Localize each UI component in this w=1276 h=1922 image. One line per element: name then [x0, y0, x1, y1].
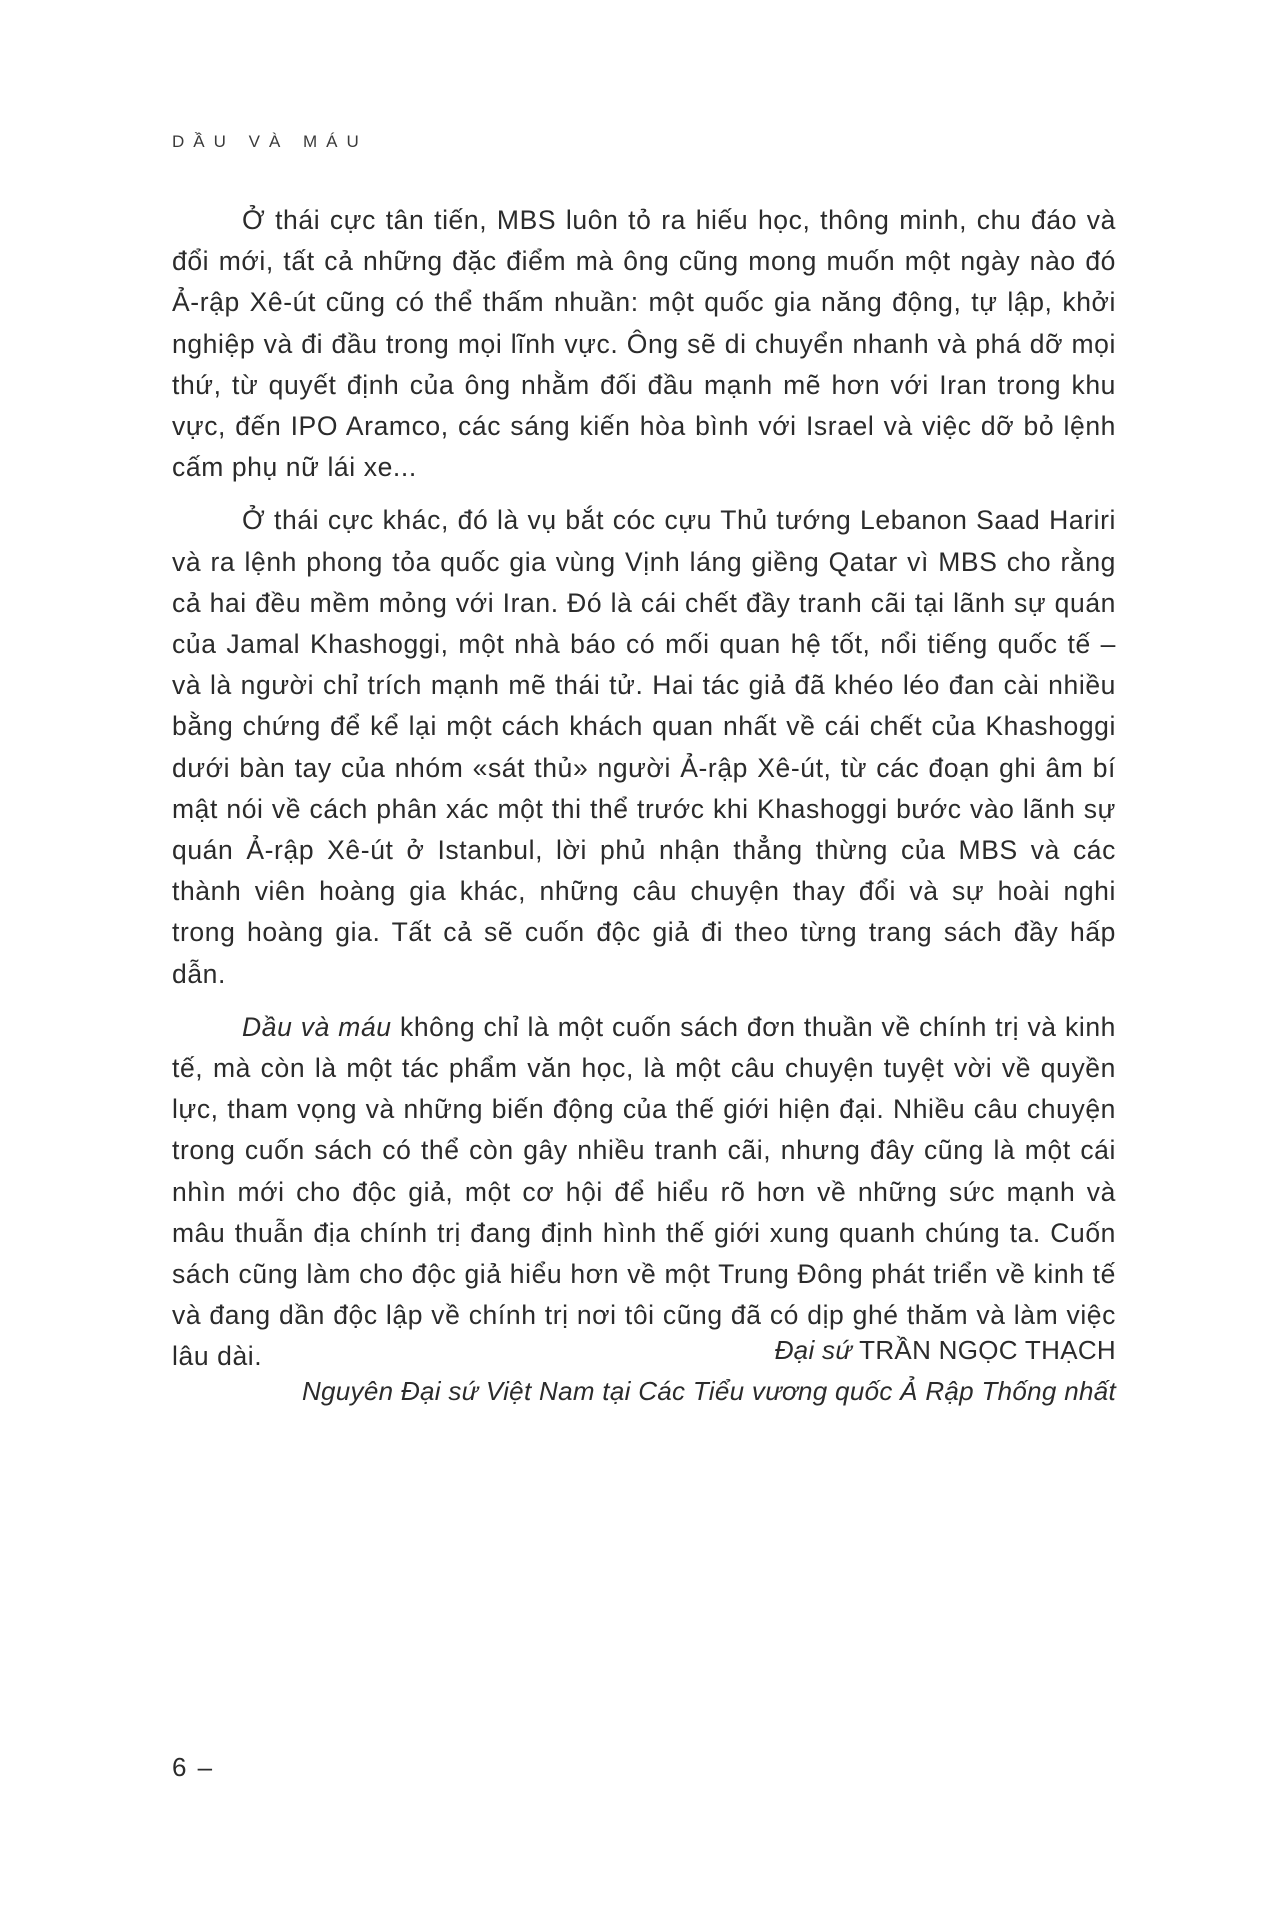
body-text	[172, 200, 1116, 1390]
signature-title-prefix: Đại sứ	[774, 1335, 853, 1365]
paragraph-3	[172, 1007, 1116, 1378]
signature-name-line	[302, 1330, 1116, 1371]
paragraph-3-text: không chỉ là một cuốn sách đơn thuần về chính trị và kinh tế, mà còn là một tác phẩm văn học, là một câu chuyện tuyệt vời về quyền lực, tham vọng và những biến động của thế giới hiện đại. Nhiều câu chuyện trong cuốn sách có thể còn gây nhiều tranh cãi, nhưng đây cũng là một cái nhìn mới cho độc giả, một cơ hội để hiểu rõ hơn về những sức mạnh và mâu thuẫn địa chính trị đang định hình thế giới xung quanh chúng ta. Cuốn sách cũng làm cho độc giả hiểu hơn về một Trung Đông phát triển về kinh tế và đang dần độc lập về chính trị nơi tôi cũng đã có dịp ghé thăm và làm việc lâu dài.	[172, 1011, 1116, 1372]
signature-name: TRẦN NGỌC THẠCH	[852, 1335, 1116, 1365]
signature	[302, 1330, 1116, 1412]
page-number: 6 –	[172, 1752, 215, 1782]
running-head: DẦU VÀ MÁU	[172, 132, 368, 151]
paragraph-1: Ở thái cực tân tiến, MBS luôn tỏ ra hiếu học, thông minh, chu đáo và đổi mới, tất cả những đặc điểm mà ông cũng mong muốn một ngày nào đó Ả-rập Xê-út cũng có thể thấm nhuần: một quốc gia năng động, tự lập, khởi nghiệp và đi đầu trong mọi lĩnh vực. Ông sẽ di chuyển nhanh và phá dỡ mọi thứ, từ quyết định của ông nhằm đối đầu mạnh mẽ hơn với Iran trong khu vực, đến IPO Aramco, các sáng kiến hòa bình với Israel và việc dỡ bỏ lệnh cấm phụ nữ lái xe...	[172, 205, 1116, 483]
paragraph-2: Ở thái cực khác, đó là vụ bắt cóc cựu Thủ tướng Lebanon Saad Hariri và ra lệnh phong tỏa quốc gia vùng Vịnh láng giềng Qatar vì MBS cho rằng cả hai đều mềm mỏng với Iran. Đó là cái chết đầy tranh cãi tại lãnh sự quán của Jamal Khashoggi, một nhà báo có mối quan hệ tốt, nổi tiếng quốc tế – và là người chỉ trích mạnh mẽ thái tử. Hai tác giả đã khéo léo đan cài nhiều bằng chứng để kể lại một cách khách quan nhất về cái chết của Khashoggi dưới bàn tay của nhóm «sát thủ» người Ả-rập Xê-út, từ các đoạn ghi âm bí mật nói về cách phân xác một thi thể trước khi Khashoggi bước vào lãnh sự quán Ả-rập Xê-út ở Istanbul, lời phủ nhận thẳng thừng của MBS và các thành viên hoàng gia khác, những câu chuyện thay đổi và sự hoài nghi trong hoàng gia. Tất cả sẽ cuốn độc giả đi theo từng trang sách đầy hấp dẫn.	[172, 505, 1116, 989]
book-title: Dầu và máu	[242, 1011, 392, 1042]
signature-position: Nguyên Đại sứ Việt Nam tại Các Tiểu vương quốc Ả Rập Thống nhất	[301, 1376, 1116, 1406]
